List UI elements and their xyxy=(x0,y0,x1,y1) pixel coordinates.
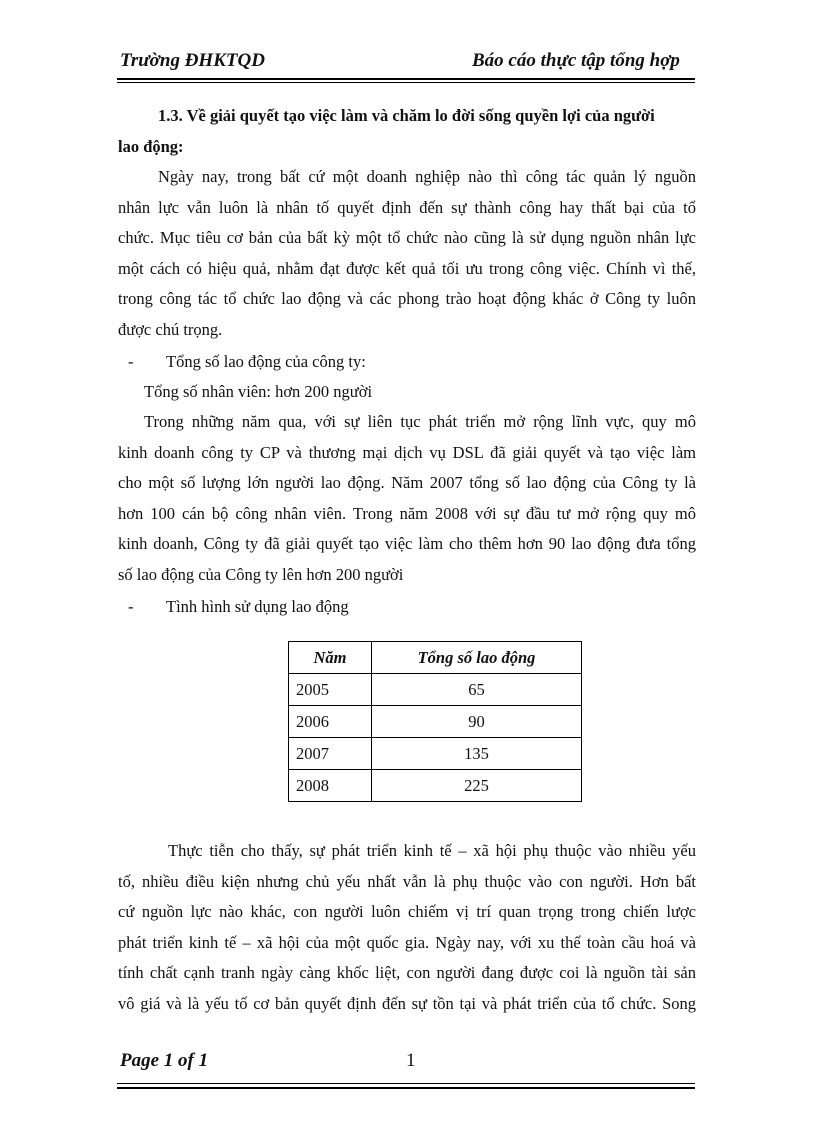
table-header-row xyxy=(289,642,582,674)
paragraph-line: Thực tiễn cho thấy, sự phát triển kinh tế – xã hội phụ thuộc vào nhiều yếu xyxy=(168,841,696,860)
cell-year: 2006 xyxy=(289,706,372,738)
paragraph-line: hơn 100 cán bộ công nhân viên. Trong năm 2008 với sự đầu tư mở rộng quy mô xyxy=(118,503,696,523)
column-header-year: Năm xyxy=(289,642,372,674)
closing-paragraph xyxy=(118,836,696,1019)
paragraph-line: nhân lực vẫn luôn là nhân tố quyết định đến sự thành công hay thất bại của tổ xyxy=(118,197,696,217)
cell-total: 65 xyxy=(372,674,582,706)
cell-total: 90 xyxy=(372,706,582,738)
bullet-labor-total xyxy=(118,347,696,377)
paragraph-line: kinh doanh, Công ty đã giải quyết tạo việc làm cho thêm hơn 90 lao động đưa tổng xyxy=(118,534,696,553)
table-row xyxy=(289,770,582,802)
labor-table xyxy=(288,641,582,802)
dash-bullet-icon: - xyxy=(128,597,134,616)
footer-rule xyxy=(117,1087,695,1089)
table-row xyxy=(289,738,582,770)
paragraph-line: một cách có hiệu quả, nhằm đạt được kết quả tối ưu trong công việc. Chính vì thế, xyxy=(118,258,696,278)
header-report-title: Báo cáo thực tập tổng hợp xyxy=(472,50,680,71)
intro-paragraph xyxy=(118,162,696,345)
paragraph-line: Trong những năm qua, với sự liên tục phát triển mở rộng lĩnh vực, quy mô xyxy=(144,412,696,431)
heading-line-2: lao động: xyxy=(118,137,184,156)
header-school: Trường ĐHKTQD xyxy=(120,50,265,71)
staff-total: Tổng số nhân viên: hơn 200 người xyxy=(144,382,373,401)
header-rule xyxy=(117,78,695,80)
paragraph-line: tố, nhiều điều kiện nhưng chủ yếu nhất vẫn là phụ thuộc vào con người. Hơn bất xyxy=(118,871,696,891)
section-heading xyxy=(118,100,696,162)
table-row xyxy=(289,706,582,738)
paragraph-line: cứ nguồn lực nào khác, con người luôn chiếm vị trí quan trọng trong chiến lược xyxy=(118,902,696,921)
paragraph-line: phát triển kinh tế – xã hội của một quốc gia. Ngày nay, với xu thế toàn cầu hoá và xyxy=(118,932,696,952)
header-rule-thin xyxy=(117,82,695,83)
paragraph-line: vô giá và là yếu tố cơ bản quyết định đến sự tồn tại và phát triển của tổ chức. Song xyxy=(118,993,696,1013)
paragraph-line: chức. Mục tiêu cơ bản của bất kỳ một tổ chức nào cũng là sử dụng nguồn nhân lực xyxy=(118,228,696,247)
footer-rule-thin xyxy=(117,1083,695,1084)
footer-page-number: 1 xyxy=(406,1050,416,1071)
paragraph-line: Ngày nay, trong bất cứ một doanh nghiệp nào thì công tác quản lý nguồn xyxy=(158,167,696,186)
cell-total: 135 xyxy=(372,738,582,770)
bullet-text: Tổng số lao động của công ty: xyxy=(166,352,366,371)
bullet-text: Tình hình sử dụng lao động xyxy=(166,597,349,616)
cell-year: 2008 xyxy=(289,770,372,802)
paragraph-line: trong công tác tổ chức lao động và các phong trào hoạt động khác ở Công ty luôn xyxy=(118,289,696,308)
footer-page-label: Page 1 of 1 xyxy=(120,1050,209,1071)
paragraph-line: được chú trọng. xyxy=(118,319,223,339)
paragraph-line: tính chất cạnh tranh ngày càng khốc liệt, con người đang được coi là nguồn tài sản xyxy=(118,963,696,982)
cell-year: 2007 xyxy=(289,738,372,770)
document-body xyxy=(118,100,696,622)
bullet-labor-usage xyxy=(118,592,696,622)
paragraph-line: cho một số lượng lớn người lao động. Năm 2007 tổng số lao động của Công ty là xyxy=(118,473,696,492)
paragraph-line: kinh doanh công ty CP và thương mại dịch vụ DSL đã giải quyết và tạo việc làm xyxy=(118,442,696,462)
heading-line-1: 1.3. Về giải quyết tạo việc làm và chăm lo đời sống quyền lợi của người xyxy=(158,106,655,125)
cell-year: 2005 xyxy=(289,674,372,706)
column-header-total: Tổng số lao động xyxy=(372,642,582,674)
table-row xyxy=(289,674,582,706)
growth-paragraph xyxy=(118,407,696,590)
paragraph-line: số lao động của Công ty lên hơn 200 người xyxy=(118,564,404,584)
cell-total: 225 xyxy=(372,770,582,802)
dash-bullet-icon: - xyxy=(128,352,134,371)
